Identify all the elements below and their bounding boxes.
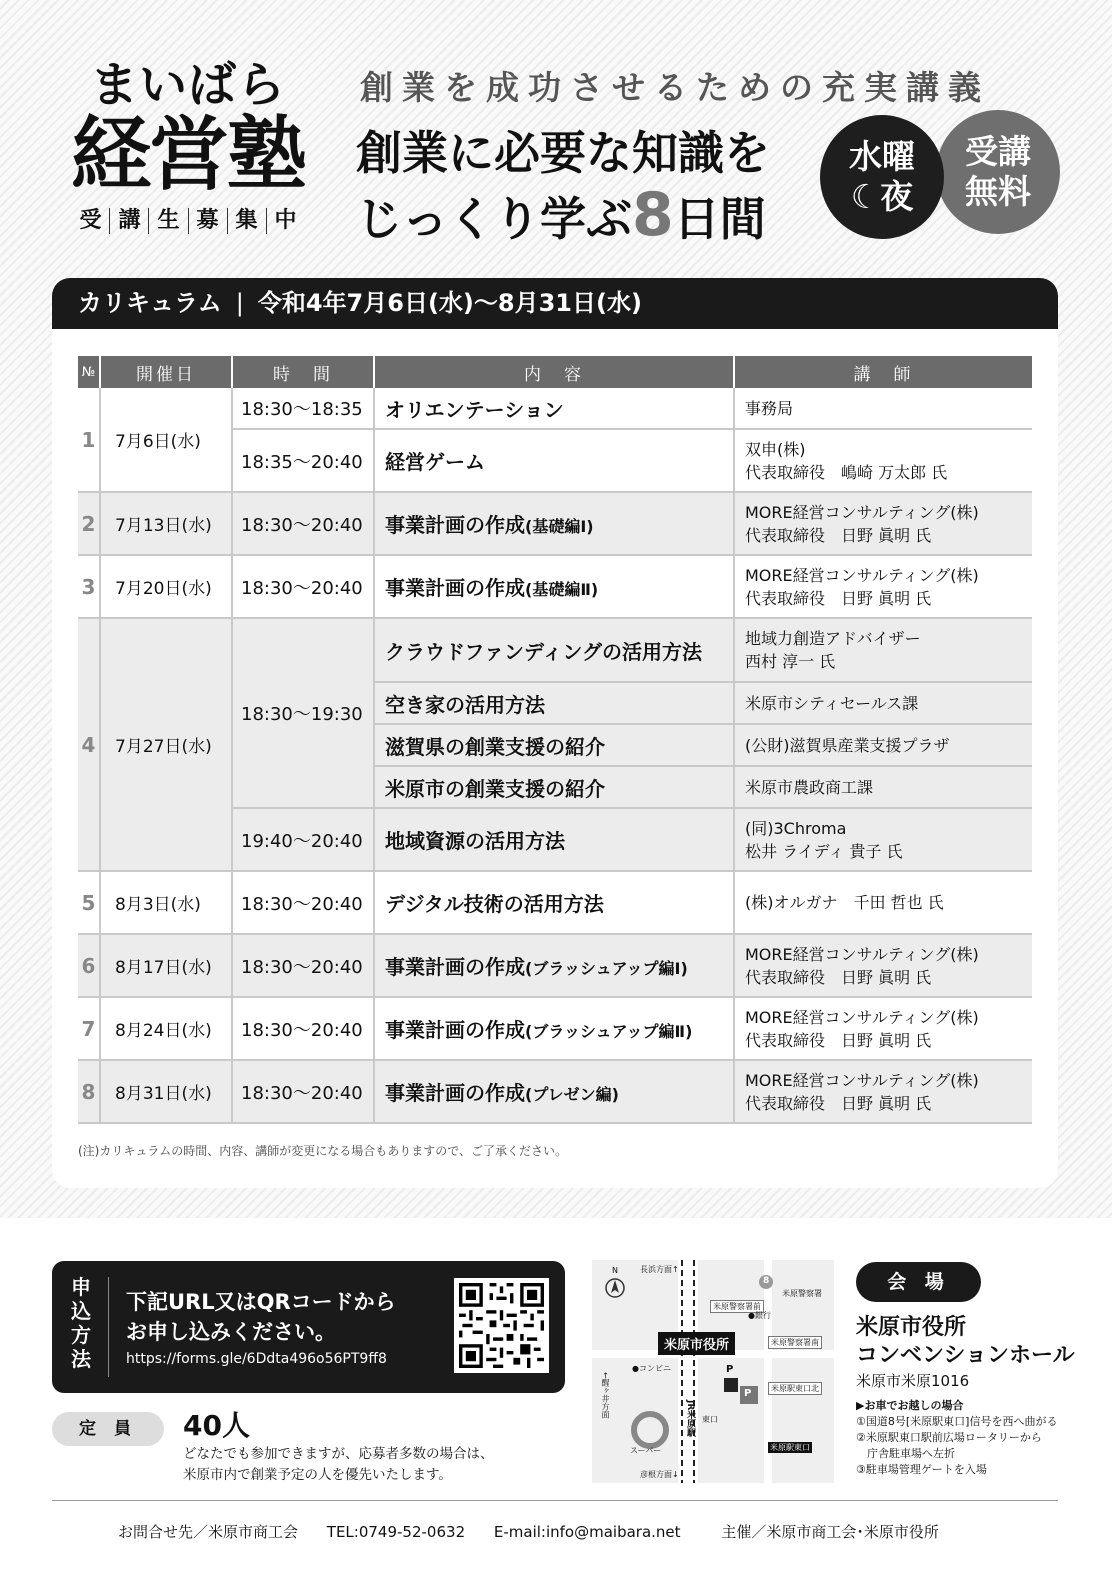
table-row: [78, 492, 1032, 555]
curriculum-note: (注)カリキュラムの時間、内容、講師が変更になる場合もありますので、ご了承ください。: [78, 1144, 568, 1158]
map-city-hall-label: 米原市役所: [658, 1332, 735, 1355]
venue-address: 米原市米原1016: [856, 1372, 970, 1390]
direction-line: ③駐車場管理ゲートを入場: [856, 1463, 987, 1476]
access-map: [592, 1260, 834, 1483]
session-content: [374, 682, 734, 724]
logo-top: まいばら: [89, 57, 286, 113]
session-content: [374, 871, 734, 934]
recruit-char: 受: [79, 208, 102, 233]
night-badge-line: ☾夜: [850, 177, 914, 216]
session-number: 3: [78, 555, 100, 618]
capacity-note-line: 米原市内で創業予定の人を優先いたします。: [183, 1467, 452, 1483]
session-content: [374, 724, 734, 766]
application-message-line: 下記URL又はQRコードから: [126, 1290, 396, 1314]
headline-line-2: [356, 180, 770, 250]
recruit-char: 生: [148, 208, 187, 234]
col-date: 開催日: [100, 356, 232, 388]
recruit-label: [52, 208, 324, 234]
map-label: ●銀行: [748, 1311, 771, 1320]
separator: |: [235, 289, 244, 317]
curriculum-period: 令和4年7月6日(水)〜8月31日(水): [257, 289, 642, 317]
map-label: 8: [763, 1276, 770, 1286]
session-time: 18:35〜20:40: [232, 429, 374, 492]
capacity-label: 定 員: [52, 1412, 164, 1446]
content-subtitle: (ブラッシュアップ編Ⅰ): [525, 959, 688, 978]
table-row: [78, 1060, 1032, 1123]
lecturer-line: 西村 淳一 氏: [745, 652, 836, 671]
capacity-note: [183, 1444, 494, 1486]
free-badge-line: 受講: [965, 132, 1031, 171]
application-message-line: お申し込みください。: [126, 1320, 336, 1344]
headline-text: 日間: [673, 192, 766, 246]
venue-name-line: 米原市役所: [856, 1315, 967, 1340]
footer-host: 主催／米原市商工会･米原市役所: [721, 1523, 939, 1541]
content-text: 米原市の創業支援の紹介: [385, 776, 605, 801]
qr-code[interactable]: [454, 1278, 549, 1373]
recruit-char: 講: [109, 208, 148, 234]
table-row: [78, 934, 1032, 997]
direction-line: ②米原駅東口駅前広場ロータリーから: [856, 1431, 1042, 1444]
content-subtitle: (プレゼン編): [525, 1085, 619, 1104]
map-label: ●コンビニ: [632, 1364, 671, 1373]
content-subtitle: (ブラッシュアップ編Ⅱ): [525, 1022, 693, 1041]
venue-directions: [856, 1398, 1057, 1478]
map-label: スーパー: [630, 1446, 662, 1455]
lecturer-line: 代表取締役 日野 眞明 氏: [745, 1030, 932, 1050]
lecturer-line: 事務局: [745, 398, 794, 418]
content-subtitle: (基礎編Ⅰ): [525, 517, 594, 536]
session-date: 7月27日(水): [100, 618, 232, 871]
session-time: 18:30〜19:30: [232, 618, 374, 808]
map-label: 米原警察署南: [768, 1336, 822, 1349]
session-number: 4: [78, 618, 100, 871]
lecturer-line: 代表取締役 日野 眞明 氏: [745, 967, 932, 987]
session-lecturer: [734, 388, 1032, 429]
session-lecturer: [734, 934, 1032, 997]
session-date: 8月31日(水): [100, 1060, 232, 1123]
curriculum-table: [78, 356, 1032, 1124]
qr-code-icon: [459, 1283, 544, 1368]
content-text: 事業計画の作成: [385, 955, 525, 979]
session-date: 8月24日(水): [100, 997, 232, 1060]
session-time: 18:30〜18:35: [232, 388, 374, 429]
session-number: 6: [78, 934, 100, 997]
session-number: 7: [78, 997, 100, 1060]
table-row: [78, 618, 1032, 682]
map-north: N: [612, 1266, 618, 1275]
map-label: ←醒ヶ井方面: [601, 1372, 610, 1419]
map-label: 長浜方面↑: [640, 1265, 679, 1274]
session-time: 18:30〜20:40: [232, 934, 374, 997]
session-lecturer: [734, 618, 1032, 682]
lecturer-line: (同)3Chroma: [745, 818, 847, 838]
map-label: 米原駅東口北: [768, 1382, 822, 1395]
lecturer-line: 代表取締役 嶋崎 万太郎 氏: [745, 462, 948, 482]
direction-line: ①国道8号[米原駅東口]信号を西へ曲がる: [856, 1415, 1058, 1428]
session-number: 2: [78, 492, 100, 555]
footer-contact: お問合せ先／米原市商工会: [118, 1523, 299, 1541]
application-label: 申込方法: [71, 1275, 91, 1371]
session-time: 18:30〜20:40: [232, 555, 374, 618]
lecturer-line: (公財)滋賀県産業支援プラザ: [745, 735, 950, 755]
session-date: 8月3日(水): [100, 871, 232, 934]
lecturer-line: 代表取締役 日野 眞明 氏: [745, 1093, 932, 1113]
headline: [356, 122, 770, 250]
direction-line: ▶お車でお越しの場合: [856, 1399, 964, 1412]
map-label: 米原駅東口: [770, 1443, 810, 1452]
lecturer-line: 双申(株): [745, 439, 806, 459]
application-url-link[interactable]: https://forms.gle/6Ddta496o56PT9ff8: [126, 1351, 387, 1367]
free-badge-line: 無料: [965, 172, 1031, 211]
content-text: 空き家の活用方法: [385, 692, 545, 717]
tagline: 創業を成功させるための充実講義: [360, 68, 990, 107]
curriculum-header: [52, 278, 1058, 329]
session-lecturer: [734, 682, 1032, 724]
session-lecturer: [734, 492, 1032, 555]
curriculum-title: カリキュラム: [78, 289, 222, 317]
session-date: 7月13日(水): [100, 492, 232, 555]
map-label: 米原警察署前: [710, 1300, 764, 1313]
venue-label: 会 場: [856, 1262, 981, 1302]
lecturer-line: 米原市農政商工課: [745, 777, 874, 797]
footer-tel[interactable]: TEL:0749-52-0632: [326, 1523, 466, 1541]
session-number: 1: [78, 388, 100, 492]
table-row: [78, 871, 1032, 934]
session-content: [374, 429, 734, 492]
session-content: [374, 492, 734, 555]
content-text: 事業計画の作成: [385, 1081, 525, 1105]
headline-line-1: 創業に必要な知識を: [356, 126, 770, 180]
lecturer-line: 地域力創造アドバイザー: [745, 629, 921, 648]
session-time: 19:40〜20:40: [232, 808, 374, 871]
content-text: 滋賀県の創業支援の紹介: [385, 734, 605, 759]
application-message: [126, 1287, 396, 1347]
col-lecturer: 講 師: [734, 356, 1032, 388]
session-time: 18:30〜20:40: [232, 1060, 374, 1123]
map-label: 米原警察署: [782, 1289, 822, 1298]
night-badge-line: 水曜: [849, 137, 915, 176]
session-lecturer: [734, 766, 1032, 808]
content-subtitle: (基礎編Ⅱ): [525, 580, 599, 599]
session-lecturer: [734, 808, 1032, 871]
venue-name: [856, 1314, 1075, 1370]
headline-number: 8: [632, 180, 674, 250]
footer: [118, 1521, 963, 1542]
content-text: 地域資源の活用方法: [385, 829, 565, 853]
content-text: 経営ゲーム: [385, 450, 485, 474]
headline-text: じっくり学ぶ: [356, 192, 632, 246]
map-parking: P: [744, 1388, 752, 1399]
content-text: 事業計画の作成: [385, 1018, 525, 1042]
map-label: 彦根方面↓: [640, 1470, 679, 1479]
recruit-char: 中: [266, 208, 305, 234]
table-header-row: [78, 356, 1032, 388]
logo-main: 経営塾: [71, 108, 305, 201]
application-box: [52, 1261, 565, 1393]
session-lecturer: [734, 429, 1032, 492]
session-lecturer: [734, 555, 1032, 618]
recruit-char: 集: [227, 208, 266, 234]
session-lecturer: [734, 1060, 1032, 1123]
lecturer-line: 米原市シティセールス課: [745, 693, 919, 713]
session-content: [374, 388, 734, 429]
session-time: 18:30〜20:40: [232, 997, 374, 1060]
session-lecturer: [734, 871, 1032, 934]
map-label: 東口: [702, 1415, 718, 1424]
free-badge: [936, 110, 1060, 234]
logo: [52, 57, 324, 234]
session-content: [374, 618, 734, 682]
recruit-char: 募: [188, 208, 227, 234]
content-text: オリエンテーション: [385, 397, 564, 422]
col-time: 時 間: [232, 356, 374, 388]
session-content: [374, 555, 734, 618]
lecturer-line: 松井 ライディ 貴子 氏: [745, 841, 903, 861]
capacity-number: 40人: [183, 1409, 250, 1442]
session-time: 18:30〜20:40: [232, 871, 374, 934]
map-label: JR米原駅: [685, 1400, 695, 1438]
content-text: 事業計画の作成: [385, 576, 525, 600]
divider: [108, 1277, 109, 1377]
session-content: [374, 934, 734, 997]
table-row: [78, 388, 1032, 429]
footer-email[interactable]: E-mail:info@maibara.net: [493, 1523, 681, 1541]
lecturer-line: MORE経営コンサルティング(株): [745, 944, 979, 964]
session-content: [374, 1060, 734, 1123]
lecturer-line: (株)オルガナ 千田 哲也 氏: [745, 893, 944, 912]
capacity-note-line: どなたでも参加できますが、応募者多数の場合は、: [183, 1446, 494, 1462]
content-text: 事業計画の作成: [385, 513, 525, 537]
venue-name-line: コンベンションホール: [856, 1343, 1075, 1368]
session-content: [374, 766, 734, 808]
lecturer-line: MORE経営コンサルティング(株): [745, 1070, 979, 1090]
session-date: 7月20日(水): [100, 555, 232, 618]
session-number: 8: [78, 1060, 100, 1123]
col-no: №: [78, 356, 100, 388]
lecturer-line: 代表取締役 日野 眞明 氏: [745, 525, 932, 545]
table-row: [78, 555, 1032, 618]
lecturer-line: MORE経営コンサルティング(株): [745, 1007, 979, 1027]
map-parking: P: [726, 1364, 734, 1375]
lecturer-line: MORE経営コンサルティング(株): [745, 502, 979, 522]
session-content: [374, 808, 734, 871]
wednesday-night-badge: [820, 115, 944, 239]
lecturer-line: MORE経営コンサルティング(株): [745, 565, 979, 585]
footer-divider: [52, 1500, 1058, 1501]
curriculum-card: [52, 278, 1058, 1188]
direction-line: 庁舎駐車場へ左折: [856, 1447, 955, 1460]
session-lecturer: [734, 724, 1032, 766]
col-content: 内 容: [374, 356, 734, 388]
session-lecturer: [734, 997, 1032, 1060]
content-text: クラウドファンディングの活用方法: [385, 639, 702, 664]
session-date: 8月17日(水): [100, 934, 232, 997]
lecturer-line: 代表取締役 日野 眞明 氏: [745, 588, 932, 608]
session-date: 7月6日(水): [100, 388, 232, 492]
session-number: 5: [78, 871, 100, 934]
content-text: デジタル技術の活用方法: [385, 892, 604, 916]
table-row: [78, 997, 1032, 1060]
session-time: 18:30〜20:40: [232, 492, 374, 555]
session-content: [374, 997, 734, 1060]
